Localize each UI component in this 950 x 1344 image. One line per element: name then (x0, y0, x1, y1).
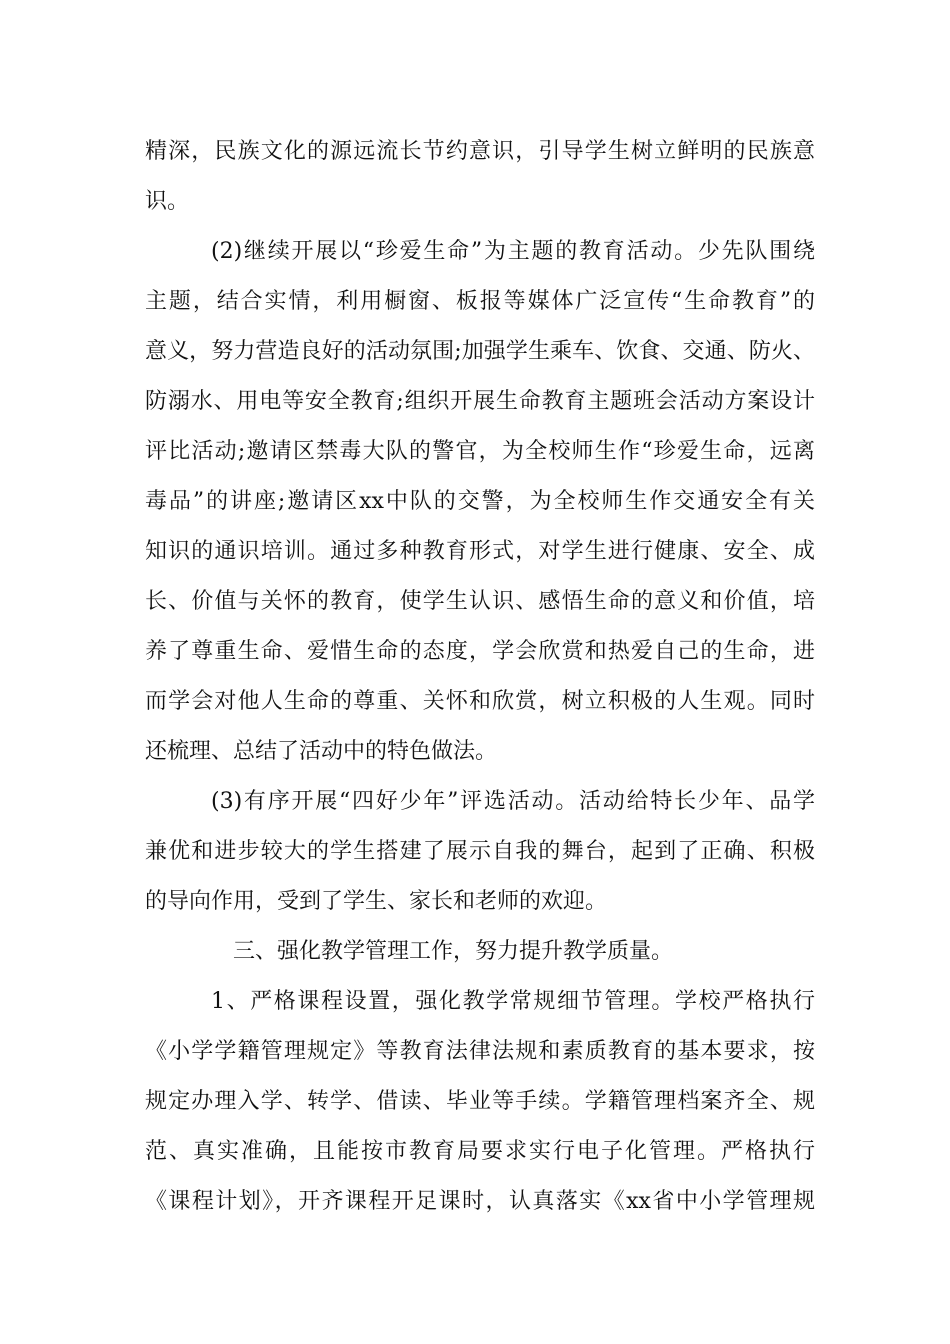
text-line: 主题，结合实情，利用橱窗、板报等媒体广泛宣传“生命教育”的 (145, 289, 815, 314)
section-heading: 三、强化教学管理工作，努力提升教学质量。 (233, 939, 674, 964)
text-line: 长、价值与关怀的教育，使学生认识、感悟生命的意义和价值，培 (145, 589, 815, 614)
text-line: 防溺水、用电等安全教育;组织开展生命教育主题班会活动方案设计 (145, 389, 815, 414)
document-body (145, 127, 815, 1227)
text-line: 意义，努力营造良好的活动氛围;加强学生乘车、饮食、交通、防火、 (145, 339, 815, 364)
text-line: 识。 (145, 189, 190, 214)
text-line: 《小学学籍管理规定》等教育法律法规和素质教育的基本要求，按 (145, 1039, 815, 1064)
text-line: 养了尊重生命、爱惜生命的态度，学会欣赏和热爱自己的生命，进 (145, 639, 815, 664)
text-line: 范、真实准确，且能按市教育局要求实行电子化管理。严格执行 (145, 1139, 815, 1164)
text-line: 毒品”的讲座;邀请区xx中队的交警，为全校师生作交通安全有关 (145, 489, 815, 514)
paragraph-start-line: (2)继续开展以“珍爱生命”为主题的教育活动。少先队围绕 (211, 239, 815, 264)
text-line: 的导向作用，受到了学生、家长和老师的欢迎。 (145, 889, 608, 914)
text-line: 《课程计划》，开齐课程开足课时，认真落实《xx省中小学管理规 (145, 1189, 815, 1214)
text-line: 兼优和进步较大的学生搭建了展示自我的舞台，起到了正确、积极 (145, 839, 815, 864)
text-line: 还梳理、总结了活动中的特色做法。 (145, 739, 498, 764)
paragraph-start-line: (3)有序开展“四好少年”评选活动。活动给特长少年、品学 (211, 789, 815, 814)
paragraph-start-line: 1、严格课程设置，强化教学常规细节管理。学校严格执行 (211, 989, 815, 1014)
text-line: 精深，民族文化的源远流长节约意识，引导学生树立鲜明的民族意 (145, 139, 815, 164)
text-line: 知识的通识培训。通过多种教育形式，对学生进行健康、安全、成 (145, 539, 815, 564)
text-line: 评比活动;邀请区禁毒大队的警官，为全校师生作“珍爱生命，远离 (145, 439, 815, 464)
text-line: 规定办理入学、转学、借读、毕业等手续。学籍管理档案齐全、规 (145, 1089, 815, 1114)
text-line: 而学会对他人生命的尊重、关怀和欣赏，树立积极的人生观。同时 (145, 689, 815, 714)
